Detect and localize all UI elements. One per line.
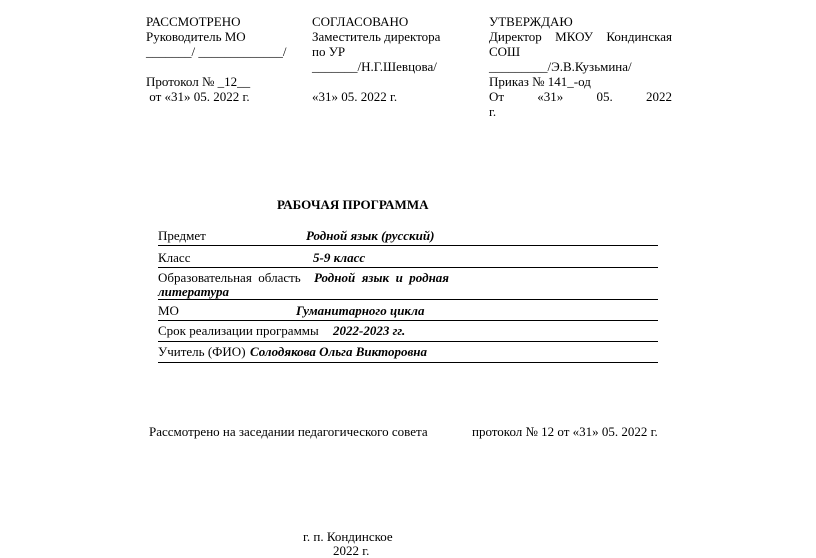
considered-block (146, 14, 286, 104)
approved-director-word-3: Кондинская (606, 29, 672, 44)
mo-label: МО (158, 303, 179, 318)
approved-signature: _________/Э.В.Кузьмина/ (489, 59, 632, 74)
approved-director-word-2: МКОУ (555, 29, 593, 44)
approved-director-word-1: Директор (489, 29, 542, 44)
agreed-signature: _______/Н.Г.Шевцова/ (312, 59, 437, 74)
term-row (158, 321, 658, 342)
document-title: РАБОЧАЯ ПРОГРАММА (277, 197, 429, 212)
footer-year: 2022 г. (333, 543, 370, 558)
agreed-block (312, 14, 440, 104)
teacher-row (158, 342, 658, 363)
mo-row (158, 300, 658, 321)
teacher-value: Солодякова Ольга Викторовна (250, 344, 427, 359)
approved-date-word-4: 2022 (645, 89, 672, 104)
subject-row (158, 224, 658, 246)
approved-date (489, 89, 672, 104)
council-text: Рассмотрено на заседании педагогического совета (149, 424, 428, 439)
considered-head-of-mo: Руководитель МО (146, 29, 246, 44)
term-label: Срок реализации программы (158, 323, 319, 338)
considered-protocol: Протокол № _12__ (146, 74, 251, 89)
approved-school: СОШ (489, 44, 521, 59)
approved-date-word-3: 05. (596, 89, 613, 104)
class-value: 5-9 класс (313, 250, 366, 265)
approved-date-year-suffix: г. (489, 104, 497, 119)
approved-date-word-1: От (489, 89, 505, 104)
agreed-by-ur: по УР (312, 44, 346, 59)
teacher-label: Учитель (ФИО) (158, 344, 246, 359)
area-label: Образовательная область (158, 270, 301, 285)
agreed-deputy: Заместитель директора (312, 29, 441, 44)
considered-date: от «31» 05. 2022 г. (146, 89, 250, 104)
approved-date-word-2: «31» (537, 89, 564, 104)
considered-signature-line: _______/ _____________/ (146, 44, 287, 59)
considered-heading: РАССМОТРЕНО (146, 14, 241, 29)
subject-label: Предмет (158, 228, 206, 243)
area-row (158, 268, 658, 300)
footer-place: г. п. Кондинское (303, 529, 393, 544)
class-row (158, 246, 658, 268)
area-value-line1: Родной язык и родная (314, 270, 449, 285)
agreed-date: «31» 05. 2022 г. (312, 89, 398, 104)
area-value-line2: литература (158, 284, 229, 299)
council-protocol: протокол № 12 от «31» 05. 2022 г. (472, 424, 658, 439)
term-value: 2022-2023 гг. (333, 323, 406, 338)
approved-heading: УТВЕРЖДАЮ (489, 14, 573, 29)
subject-value: Родной язык (русский) (306, 228, 435, 243)
approved-order: Приказ № 141_-од (489, 74, 591, 89)
approved-block (489, 14, 672, 119)
mo-value: Гуманитарного цикла (296, 303, 425, 318)
approved-director (489, 29, 672, 44)
class-label: Класс (158, 250, 191, 265)
agreed-heading: СОГЛАСОВАНО (312, 14, 409, 29)
